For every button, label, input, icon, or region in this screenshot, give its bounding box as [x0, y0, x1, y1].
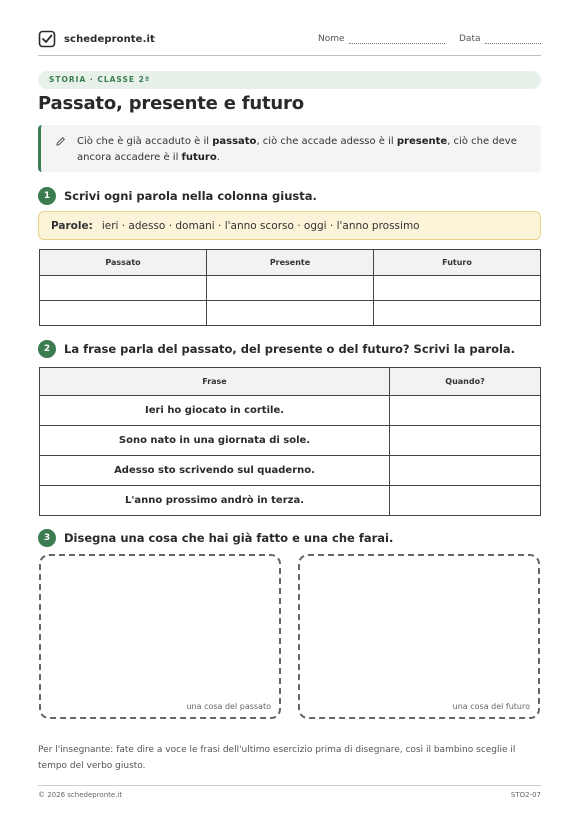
table-row [40, 301, 541, 326]
name-label: Nome [318, 34, 345, 44]
word-bank [38, 211, 541, 240]
name-line [349, 35, 445, 44]
page-header [38, 28, 541, 56]
sentence-cell: Sono nato in una giornata di sole. [40, 426, 390, 456]
footer-copyright: © 2026 schedepronte.it [38, 791, 123, 799]
answer-cell[interactable] [390, 456, 541, 486]
column-header-frase: Frase [40, 368, 390, 396]
column-header-futuro: Futuro [374, 250, 541, 276]
footer-divider [38, 785, 541, 786]
table-row [40, 396, 541, 426]
column-header-quando: Quando? [390, 368, 541, 396]
table-row [40, 486, 541, 516]
answer-cell[interactable] [374, 301, 541, 326]
exercise-number-badge: 3 [38, 529, 56, 547]
intro-part: . [216, 152, 220, 163]
intro-part: Ciò che è già accaduto è il [77, 136, 213, 147]
drawing-area-future[interactable] [298, 554, 540, 719]
table-row [40, 276, 541, 301]
intro-part: , ciò che deve ancora accadere è il [77, 136, 517, 163]
brand-name: schedepronte.it [64, 33, 155, 45]
word-bank-list: ieri · adesso · domani · l'anno scorso · oggi · l'anno prossimo [101, 219, 420, 232]
footer-code: STO2-07 [510, 791, 541, 799]
sentence-cell: Adesso sto scrivendo sul quaderno. [40, 456, 390, 486]
intro-bold-passato: passato [212, 136, 257, 147]
exercise-1-heading [38, 187, 317, 205]
pencil-icon [55, 136, 66, 147]
brand [38, 30, 155, 48]
intro-part: , ciò che accade adesso è il [256, 136, 397, 147]
column-header-passato: Passato [40, 250, 207, 276]
date-line [485, 35, 541, 44]
exercise-instruction: Disegna una cosa che hai già fatto e una che farai. [64, 531, 394, 545]
answer-cell[interactable] [40, 276, 207, 301]
answer-cell[interactable] [374, 276, 541, 301]
exercise-number-badge: 1 [38, 187, 56, 205]
answer-cell[interactable] [40, 301, 207, 326]
intro-text [77, 134, 532, 166]
intro-bold-presente: presente [396, 136, 448, 147]
sentence-table [39, 367, 541, 516]
date-label: Data [459, 34, 481, 44]
page-title: Passato, presente e futuro [38, 93, 304, 114]
column-header-presente: Presente [207, 250, 374, 276]
table-row [40, 426, 541, 456]
sorting-table [39, 249, 541, 326]
subject-bar [38, 71, 541, 89]
name-field[interactable] [318, 34, 445, 44]
exercise-3-heading [38, 529, 393, 547]
exercise-2-heading [38, 340, 515, 358]
drawing-caption: una cosa del passato [186, 702, 271, 711]
sentence-cell: Ieri ho giocato in cortile. [40, 396, 390, 426]
table-row [40, 456, 541, 486]
word-bank-label: Parole: [51, 219, 93, 232]
answer-cell[interactable] [390, 426, 541, 456]
subject-label: STORIA · CLASSE 2ª [49, 75, 151, 84]
drawing-caption: una cosa del futuro [452, 702, 530, 711]
exercise-number-badge: 2 [38, 340, 56, 358]
drawing-area-past[interactable] [39, 554, 281, 719]
sentence-cell: L'anno prossimo andrò in terza. [40, 486, 390, 516]
answer-cell[interactable] [207, 301, 374, 326]
exercise-instruction: Scrivi ogni parola nella colonna giusta. [64, 189, 317, 203]
answer-cell[interactable] [390, 396, 541, 426]
exercise-instruction: La frase parla del passato, del presente o del futuro? Scrivi la parola. [64, 342, 516, 356]
teacher-note: Per l'insegnante: fate dire a voce le frasi dell'ultimo esercizio prima di disegnare, così il bambino sceglie il tempo del verbo giusto. [38, 745, 516, 771]
date-field[interactable] [459, 34, 541, 44]
answer-cell[interactable] [390, 486, 541, 516]
checkbox-logo-icon [38, 30, 56, 48]
intro-box [38, 125, 541, 172]
intro-bold-futuro: futuro [181, 152, 217, 163]
answer-cell[interactable] [207, 276, 374, 301]
